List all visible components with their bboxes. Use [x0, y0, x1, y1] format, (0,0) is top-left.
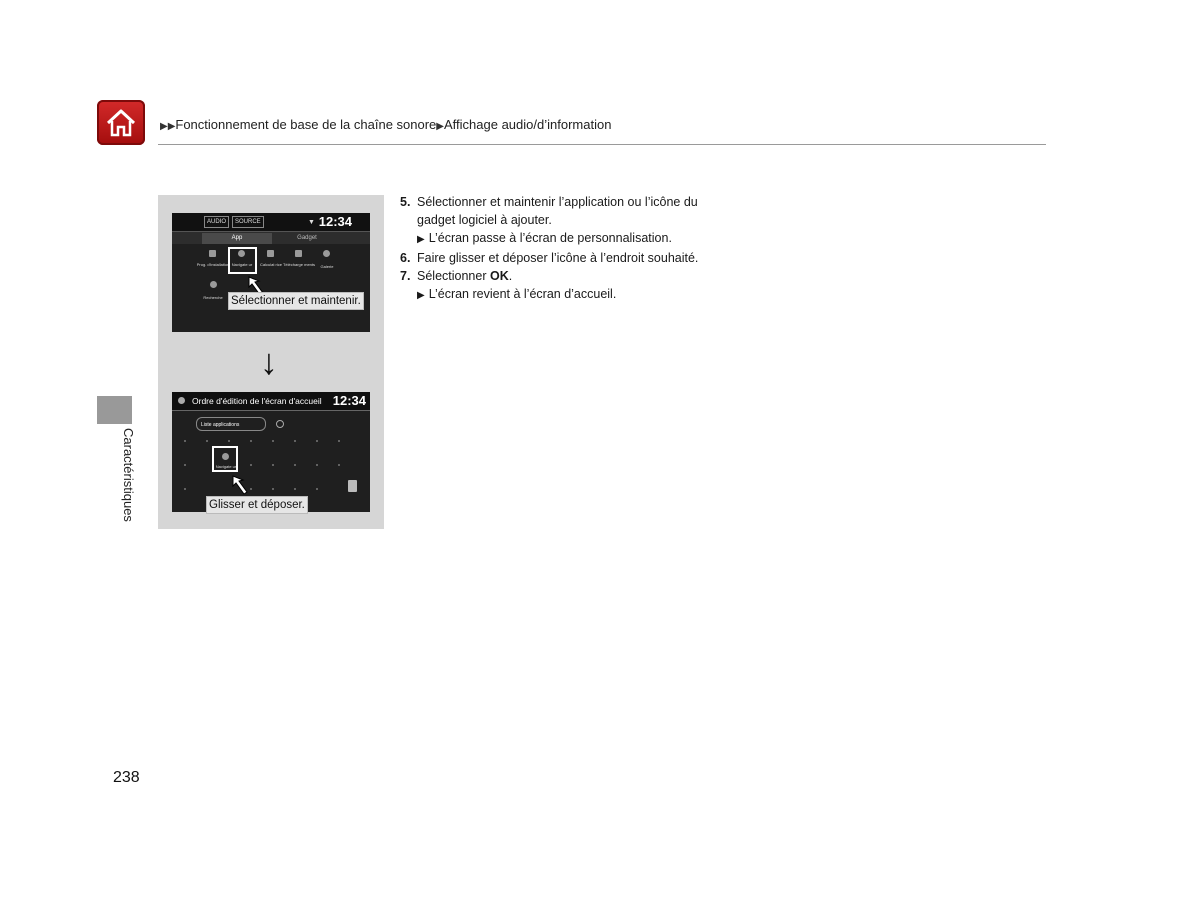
result-arrow-icon: ▶	[417, 290, 425, 301]
instructions	[400, 193, 710, 305]
calculator-app-icon	[267, 250, 274, 257]
tab-app: App	[202, 233, 272, 244]
grid-dot	[338, 464, 340, 466]
grid-dot	[184, 488, 186, 490]
step-5	[400, 193, 710, 229]
result-text: L’écran passe à l’écran de personnalisation.	[428, 231, 672, 245]
gauge-icon	[276, 420, 284, 428]
downloads-app-icon	[295, 250, 302, 257]
screen-home-edit	[172, 392, 370, 512]
grid-dot	[338, 440, 340, 442]
breadcrumb-arrow-icon: ▶	[436, 121, 444, 132]
app-label: Navigate ur	[231, 262, 253, 267]
grid-dot	[184, 440, 186, 442]
page-number: 238	[113, 769, 140, 786]
grid-dot	[294, 488, 296, 490]
grid-dot	[294, 464, 296, 466]
app-list-button: Liste applications	[196, 417, 266, 431]
callout-label: Glisser et déposer.	[206, 496, 308, 514]
grid-dot	[294, 440, 296, 442]
breadcrumb-link-2[interactable]: Affichage audio/d’information	[444, 117, 612, 132]
down-arrow-icon: ↓	[260, 341, 278, 382]
grid-dot	[184, 464, 186, 466]
section-tab-marker	[97, 396, 132, 424]
step-number: 6.	[400, 251, 411, 265]
app-label: Prog. d'installation	[196, 262, 230, 267]
grid-dot	[228, 440, 230, 442]
breadcrumb-link-1[interactable]: Fonctionnement de base de la chaîne sonore	[175, 117, 437, 132]
search-app-icon	[210, 281, 217, 288]
app-label: Calculat rice	[259, 262, 282, 267]
settings-icon	[178, 397, 185, 404]
signal-icon: ▼	[308, 219, 315, 226]
step-7-result	[400, 285, 710, 305]
result-arrow-icon: ▶	[417, 234, 425, 245]
install-app-icon	[209, 250, 216, 257]
app-label: Galerie	[320, 264, 334, 269]
header-divider	[158, 144, 1046, 145]
breadcrumb	[160, 117, 611, 132]
ok-label: OK	[489, 269, 509, 283]
grid-dot	[272, 440, 274, 442]
screen-title: Ordre d'édition de l'écran d'accueil	[192, 396, 322, 406]
selection-highlight	[228, 247, 257, 274]
grid-dot	[250, 464, 252, 466]
callout-label: Sélectionner et maintenir.	[228, 292, 364, 310]
audio-button: AUDIO	[204, 216, 229, 228]
step-text-end: .	[508, 269, 513, 283]
step-number: 5.	[400, 195, 411, 209]
screen-app-list	[172, 213, 370, 332]
step-text: Faire glisser et déposer l’icône à l’endroit souhaité.	[417, 251, 699, 265]
grid-dot	[272, 488, 274, 490]
app-label: Télécharge ments	[282, 262, 315, 267]
source-button: SOURCE	[232, 216, 264, 228]
clock: 12:34	[318, 214, 352, 229]
selection-highlight	[212, 446, 238, 472]
grid-dot	[272, 464, 274, 466]
step-text: Sélectionner	[417, 269, 490, 283]
grid-dot	[206, 440, 208, 442]
breadcrumb-arrow-icon: ▶▶	[160, 121, 176, 132]
tab-gadget: Gadget	[297, 235, 317, 241]
app-label: Recherche	[203, 295, 223, 300]
clock: 12:34	[332, 393, 366, 408]
step-6	[400, 249, 710, 267]
screen-status-bar	[172, 392, 370, 411]
grid-dot	[316, 464, 318, 466]
pointer-arrow-icon	[230, 474, 250, 496]
step-5-result	[400, 229, 710, 249]
result-text: L’écran revient à l’écran d’accueil.	[428, 287, 617, 301]
section-tab-label: Caractéristiques	[121, 428, 136, 522]
home-button[interactable]	[97, 100, 145, 145]
gallery-app-icon	[323, 250, 330, 257]
step-number: 7.	[400, 269, 411, 283]
app-label: Navigate ur	[215, 464, 237, 469]
grid-dot	[316, 440, 318, 442]
screen-status-bar	[172, 213, 370, 232]
home-icon	[104, 106, 138, 140]
grid-dot	[316, 488, 318, 490]
step-text: Sélectionner et maintenir l’application ou l’icône du gadget logiciel à ajouter.	[417, 195, 698, 227]
step-7	[400, 267, 710, 285]
trash-icon	[348, 480, 357, 492]
grid-dot	[250, 440, 252, 442]
grid-dot	[250, 488, 252, 490]
